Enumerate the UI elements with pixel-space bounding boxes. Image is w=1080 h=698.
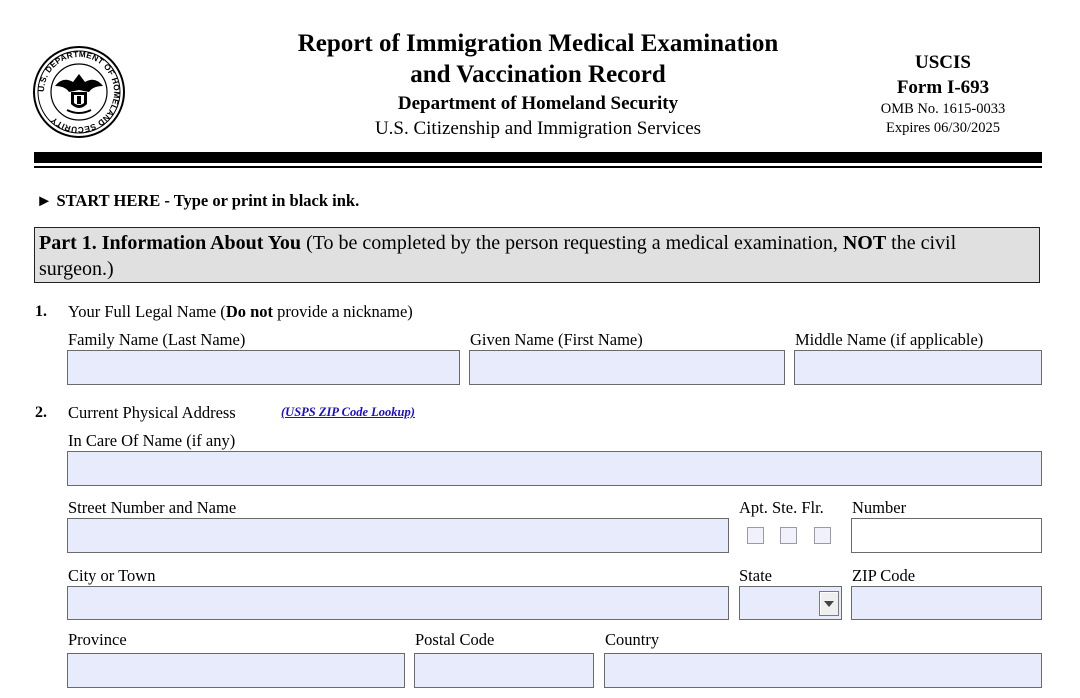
flr-checkbox[interactable] (814, 527, 831, 544)
street-name-field[interactable] (67, 518, 729, 553)
family-name-label: Family Name (Last Name) (68, 330, 246, 349)
unit-type-label: Apt. Ste. Flr. (739, 498, 824, 517)
agency-name: U.S. Citizenship and Immigration Services (374, 118, 702, 139)
part1-desc-b: the civil surgeon.) (39, 232, 957, 280)
q1-label-b: provide a nickname) (273, 302, 413, 321)
care-of-label: In Care Of Name (if any) (68, 431, 236, 450)
header-rule-thick (34, 152, 1042, 163)
state-select[interactable] (739, 586, 842, 620)
postal-code-label: Postal Code (415, 630, 495, 649)
state-label: State (739, 566, 772, 585)
zip-label: ZIP Code (852, 566, 916, 585)
header-rule-thin (34, 166, 1042, 168)
chevron-down-icon[interactable] (819, 591, 839, 616)
form-title-line1: Report of Immigration Medical Examination (297, 30, 779, 57)
q1-number: 1. (35, 303, 47, 320)
q2-number: 2. (35, 404, 47, 421)
form-title-line2: and Vaccination Record (410, 61, 666, 88)
country-label: Country (605, 630, 660, 649)
family-name-field[interactable] (67, 350, 460, 385)
part1-desc-not: NOT (842, 232, 887, 254)
agency-short: USCIS (915, 52, 971, 73)
expiration-date: Expires 06/30/2025 (886, 120, 1000, 136)
start-here-instruction: ► START HERE - Type or print in black ink. (36, 191, 360, 210)
city-field[interactable] (67, 586, 729, 620)
department-name: Department of Homeland Security (397, 93, 679, 114)
given-name-field[interactable] (469, 350, 785, 385)
province-field[interactable] (67, 653, 405, 688)
zip-code-field[interactable] (851, 586, 1042, 620)
part1-title: Part 1. Information About You (39, 232, 302, 254)
q2-label: Current Physical Address (68, 403, 236, 422)
q1-label (68, 302, 413, 322)
postal-code-field[interactable] (414, 653, 594, 688)
care-of-name-field[interactable] (67, 451, 1042, 486)
seal-text: U.S. DEPARTMENT OF HOMELAND SECURITY (36, 49, 122, 135)
city-label: City or Town (68, 566, 156, 585)
street-label: Street Number and Name (68, 498, 237, 517)
apt-checkbox[interactable] (747, 527, 764, 544)
dhs-seal-icon (33, 46, 125, 138)
q1-label-bold: Do not (225, 302, 274, 321)
country-field[interactable] (604, 653, 1042, 688)
omb-number: OMB No. 1615-0033 (880, 101, 1006, 117)
middle-name-field[interactable] (794, 350, 1042, 385)
province-label: Province (68, 630, 127, 649)
part1-header (34, 227, 1040, 283)
unit-number-label: Number (852, 498, 907, 517)
unit-number-field[interactable] (851, 518, 1042, 553)
middle-name-label: Middle Name (if applicable) (795, 330, 984, 349)
given-name-label: Given Name (First Name) (470, 330, 643, 349)
ste-checkbox[interactable] (780, 527, 797, 544)
part1-desc-a: (To be completed by the person requesting a medical examination, (301, 232, 843, 254)
q1-label-a: Your Full Legal Name ( (68, 302, 226, 321)
usps-zip-lookup-link[interactable]: (USPS ZIP Code Lookup) (281, 405, 415, 419)
form-number: Form I-693 (896, 77, 990, 98)
